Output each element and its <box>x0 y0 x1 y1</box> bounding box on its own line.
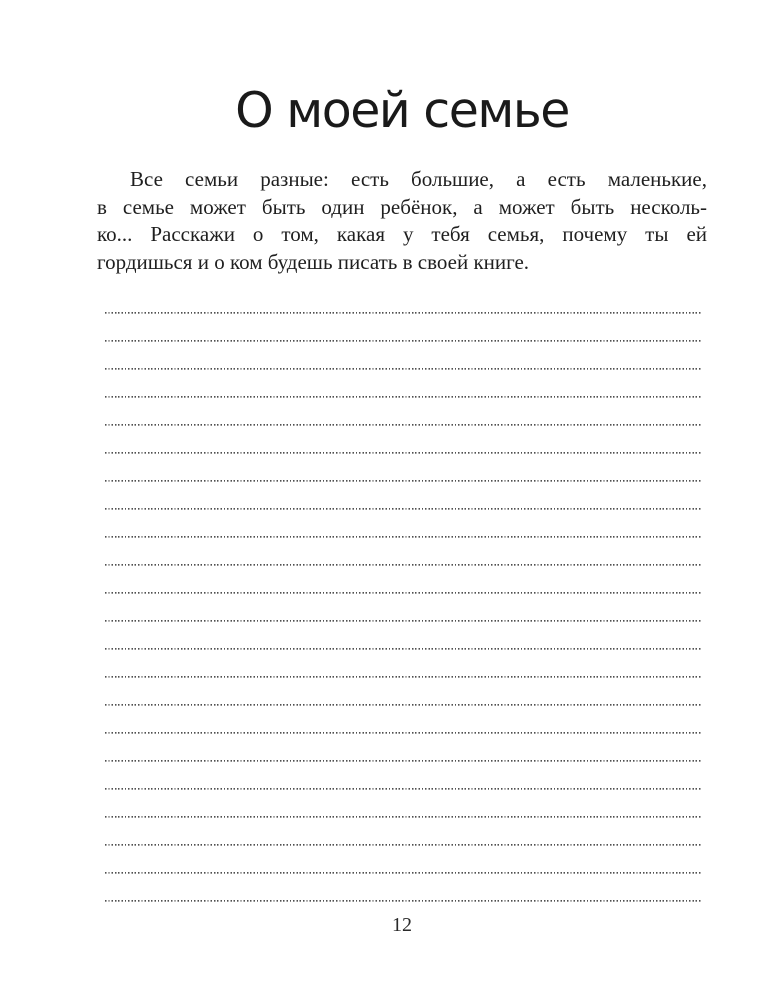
writing-line <box>105 482 702 510</box>
writing-line <box>105 314 702 342</box>
writing-line <box>105 566 702 594</box>
writing-line <box>105 846 702 874</box>
writing-line <box>105 538 702 566</box>
writing-line <box>105 342 702 370</box>
writing-line <box>105 286 702 314</box>
writing-line <box>105 594 702 622</box>
writing-line <box>105 706 702 734</box>
writing-line <box>105 874 702 902</box>
intro-line: ко... Расскажи о том, какая у тебя семья, почему ты ей <box>97 222 707 247</box>
writing-line <box>105 678 702 706</box>
writing-line <box>105 510 702 538</box>
page-title: О моей семье <box>235 82 569 139</box>
intro-paragraph <box>97 166 707 276</box>
writing-line <box>105 622 702 650</box>
intro-line: гордишься и о ком будешь писать в своей книге. <box>97 249 530 274</box>
page-number: 12 <box>392 914 412 936</box>
writing-line <box>105 370 702 398</box>
intro-line: Все семьи разные: есть большие, а есть маленькие, <box>130 167 707 191</box>
writing-line <box>105 398 702 426</box>
writing-line <box>105 650 702 678</box>
writing-lines-area <box>105 286 702 902</box>
intro-line: в семье может быть один ребёнок, а может быть несколь- <box>97 194 707 219</box>
writing-line <box>105 762 702 790</box>
writing-line <box>105 818 702 846</box>
writing-line <box>105 454 702 482</box>
writing-line <box>105 426 702 454</box>
writing-line <box>105 734 702 762</box>
writing-line <box>105 790 702 818</box>
content-column <box>97 0 707 1000</box>
